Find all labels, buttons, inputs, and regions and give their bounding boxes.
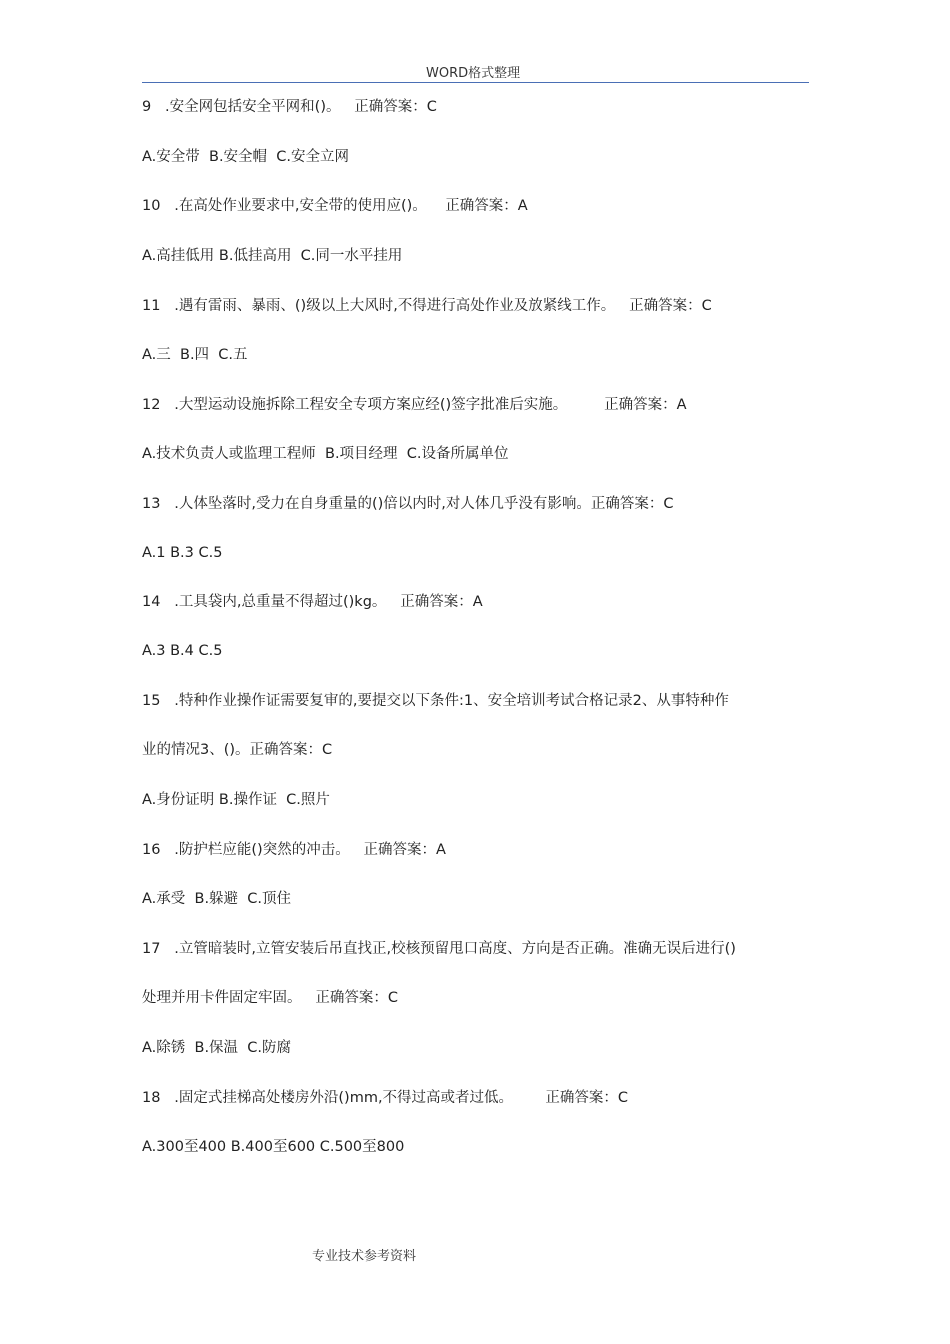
question-15-cont: 业的情况3、()。正确答案：C	[142, 742, 333, 758]
question-11: 11 .遇有雷雨、暴雨、()级以上大风时,不得进行高处作业及放紧线工作。 正确答案：C	[142, 298, 712, 314]
page-header-title: WORD格式整理	[426, 66, 521, 81]
options-18: A.300至400 B.400至600 C.500至800	[142, 1139, 405, 1155]
options-10: A.高挂低用 B.低挂高用 C.同一水平挂用	[142, 248, 403, 264]
options-11: A.三 B.四 C.五	[142, 347, 248, 363]
options-14: A.3 B.4 C.5	[142, 643, 223, 659]
question-18: 18 .固定式挂梯高处楼房外沿()mm,不得过高或者过低。 正确答案：C	[142, 1090, 628, 1106]
question-12: 12 .大型运动设施拆除工程安全专项方案应经()签字批准后实施。 正确答案：A	[142, 397, 687, 413]
header-divider	[142, 82, 809, 83]
question-17: 17 .立管暗装时,立管安装后吊直找正,校核预留甩口高度、方向是否正确。准确无误后进行()	[142, 941, 736, 957]
question-9: 9 .安全网包括安全平网和()。 正确答案：C	[142, 99, 437, 115]
options-15: A.身份证明 B.操作证 C.照片	[142, 792, 330, 808]
page-footer: 专业技术参考资料	[312, 1249, 417, 1264]
question-16: 16 .防护栏应能()突然的冲击。 正确答案：A	[142, 842, 446, 858]
question-15: 15 .特种作业操作证需要复审的,要提交以下条件:1、安全培训考试合格记录2、从事特种作	[142, 693, 729, 709]
question-17-cont: 处理并用卡件固定牢固。 正确答案：C	[142, 990, 398, 1006]
options-13: A.1 B.3 C.5	[142, 545, 223, 561]
options-9: A.安全带 B.安全帽 C.安全立网	[142, 149, 349, 165]
question-13: 13 .人体坠落时,受力在自身重量的()倍以内时,对人体几乎没有影响。正确答案：C	[142, 496, 674, 512]
options-12: A.技术负责人或监理工程师 B.项目经理 C.设备所属单位	[142, 446, 509, 462]
options-17: A.除锈 B.保温 C.防腐	[142, 1040, 291, 1056]
options-16: A.承受 B.躲避 C.顶住	[142, 891, 291, 907]
question-14: 14 .工具袋内,总重量不得超过()kg。 正确答案：A	[142, 594, 483, 610]
question-10: 10 .在高处作业要求中,安全带的使用应()。 正确答案：A	[142, 198, 528, 214]
